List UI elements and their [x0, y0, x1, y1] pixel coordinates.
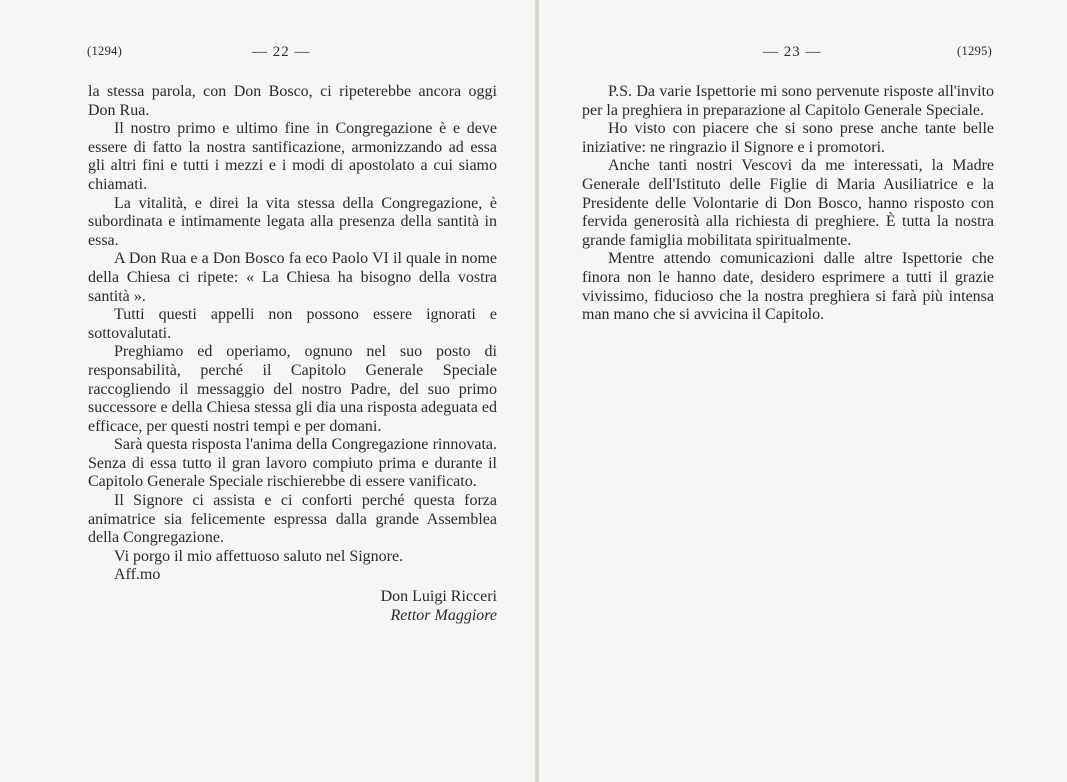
left-ref-number: (1294)	[87, 44, 123, 58]
paragraph: La vitalità, e direi la vita stessa della Congregazione, è subordinata e intimamente legata alla presenza della santità in essa.	[88, 194, 497, 249]
left-page-number: — 22 —	[252, 44, 311, 60]
paragraph: la stessa parola, con Don Bosco, ci ripeterebbe ancora oggi Don Rua.	[88, 83, 497, 119]
paragraph: Sarà questa risposta l'anima della Congregazione rinnovata. Senza di essa tutto il gran lavoro compiuto prima e durante il Capitolo Generale Speciale rischierebbe di essere vanificato.	[88, 436, 497, 491]
paragraph: A Don Rua e a Don Bosco fa eco Paolo VI il quale in nome della Chiesa ci ripete: « La Chiesa ha bisogno della vostra santità ».	[88, 250, 497, 305]
signature-block	[88, 587, 497, 625]
paragraph: Anche tanti nostri Vescovi da me interessati, la Madre Generale dell'Istituto delle Figlie di Maria Ausiliatrice e la Presidente delle Volontarie di Don Bosco, hanno risposto con fervida generosità alla richiesta di preghiere. È tutta la nostra grande famiglia mobilitata spiritualmente.	[582, 157, 994, 249]
paragraph: Mentre attendo comunicazioni dalle altre Ispettorie che finora non le hanno date, desidero esprimere a tutti il grazie vivissimo, fiducioso che la nostra preghiera si farà più intensa man mano che si avvicina il Capitolo.	[582, 250, 994, 324]
paragraph: Il nostro primo e ultimo fine in Congregazione è e deve essere di fatto la nostra santificazione, armonizzando ad essa gli altri fini e tutti i mezzi e i modi di apostolato a cui siamo chiamati.	[88, 120, 497, 193]
right-page	[539, 0, 1067, 782]
signature-title: Rettor Maggiore	[390, 607, 497, 625]
closing-greeting: Vi porgo il mio affettuoso saluto nel Signore.	[114, 547, 404, 565]
left-text-column	[88, 83, 497, 625]
right-ref-number: (1295)	[957, 44, 993, 58]
paragraph: Il Signore ci assista e ci conforti perché questa forza animatrice sia felicemente espressa dalla grande Assemblea della Congregazione.	[88, 492, 497, 547]
right-page-number: — 23 —	[763, 44, 822, 60]
paragraph: Tutti questi appelli non possono essere ignorati e sottovalutati.	[88, 306, 497, 342]
closing-affmo: Aff.mo	[114, 566, 161, 584]
paragraph: Ho visto con piacere che si sono prese anche tante belle iniziative: ne ringrazio il Signore e i promotori.	[582, 120, 994, 156]
paragraph: Preghiamo ed operiamo, ognuno nel suo posto di responsabilità, perché il Capitolo Generale Speciale raccogliendo il messaggio del nostro Padre, del suo primo successore e della Chiesa stessa gli dia una risposta adeguata ed efficace, per questi nostri tempi e per domani.	[88, 343, 497, 435]
postscript-paragraph: P.S. Da varie Ispettorie mi sono pervenute risposte all'invito per la preghiera in preparazione al Capitolo Generale Speciale.	[582, 83, 994, 119]
right-text-column	[582, 83, 994, 325]
signature-name: Don Luigi Ricceri	[380, 588, 497, 606]
